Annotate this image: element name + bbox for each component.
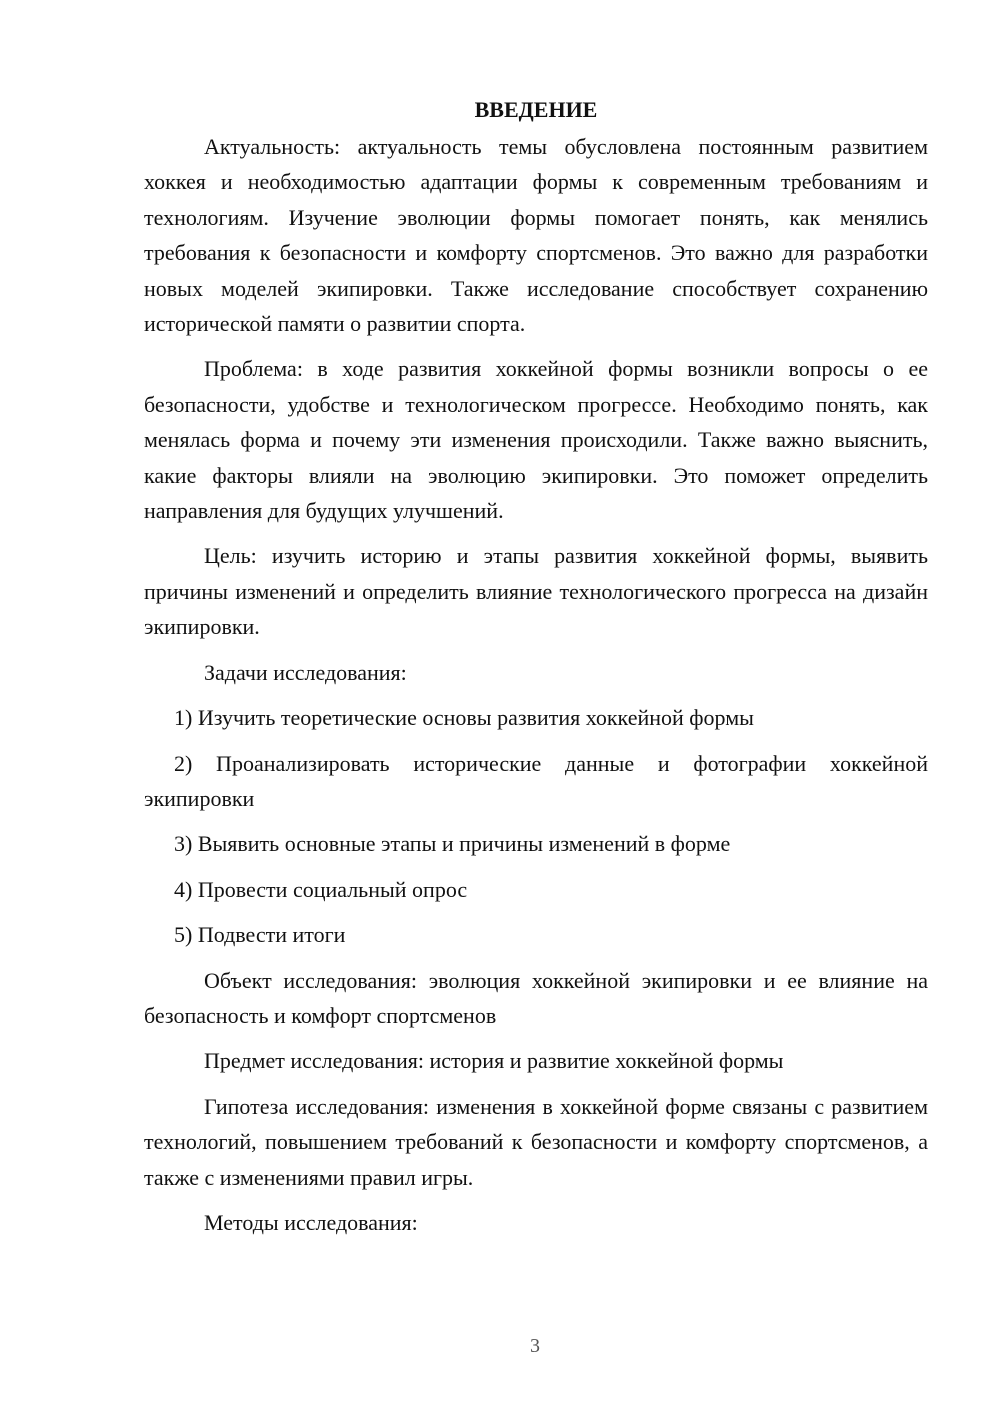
- object-paragraph: Объект исследования: эволюция хоккейной экипировки и ее влияние на безопасность и комфорт спортсменов: [144, 967, 928, 1028]
- page-content: [144, 92, 928, 1250]
- task-item-1: 1) Изучить теоретические основы развития хоккейной формы: [174, 705, 754, 731]
- task-item-4: 4) Провести социальный опрос: [174, 876, 468, 902]
- page-number: 3: [530, 1335, 540, 1357]
- tasks-heading: Задачи исследования:: [204, 659, 407, 685]
- subject-paragraph: Предмет исследования: история и развитие хоккейной формы: [204, 1048, 784, 1074]
- task-item-5: 5) Подвести итоги: [174, 922, 346, 948]
- methods-heading: Методы исследования:: [204, 1209, 418, 1235]
- problem-paragraph: Проблема: в ходе развития хоккейной формы возникли вопросы о ее безопасности, удобстве и технологическом прогрессе. Необходимо понять, как менялась форма и почему эти изменения происходили. Также важно выяснить, какие факторы влияли на эволюцию экипировки. Это поможет определить направления для будущих улучшений.: [144, 356, 928, 524]
- goal-paragraph: Цель: изучить историю и этапы развития хоккейной формы, выявить причины изменений и определить влияние технологического прогресса на дизайн экипировки.: [144, 543, 928, 640]
- task-item-3: 3) Выявить основные этапы и причины изменений в форме: [174, 831, 731, 857]
- hypothesis-paragraph: Гипотеза исследования: изменения в хоккейной форме связаны с развитием технологий, повышением требований к безопасности и комфорту спортсменов, а также с изменениями правил игры.: [144, 1093, 928, 1190]
- section-title: ВВЕДЕНИЕ: [474, 97, 598, 122]
- task-item-2: 2) Проанализировать исторические данные и фотографии хоккейной экипировки: [144, 750, 928, 811]
- relevance-paragraph: Актуальность: актуальность темы обусловлена постоянным развитием хоккея и необходимостью адаптации формы к современным требованиям и технологиям. Изучение эволюции формы помогает понять, как менялись требования к безопасности и комфорту спортсменов. Это важно для разработки новых моделей экипировки. Также исследование способствует сохранению исторической памяти о развитии спорта.: [144, 134, 928, 337]
